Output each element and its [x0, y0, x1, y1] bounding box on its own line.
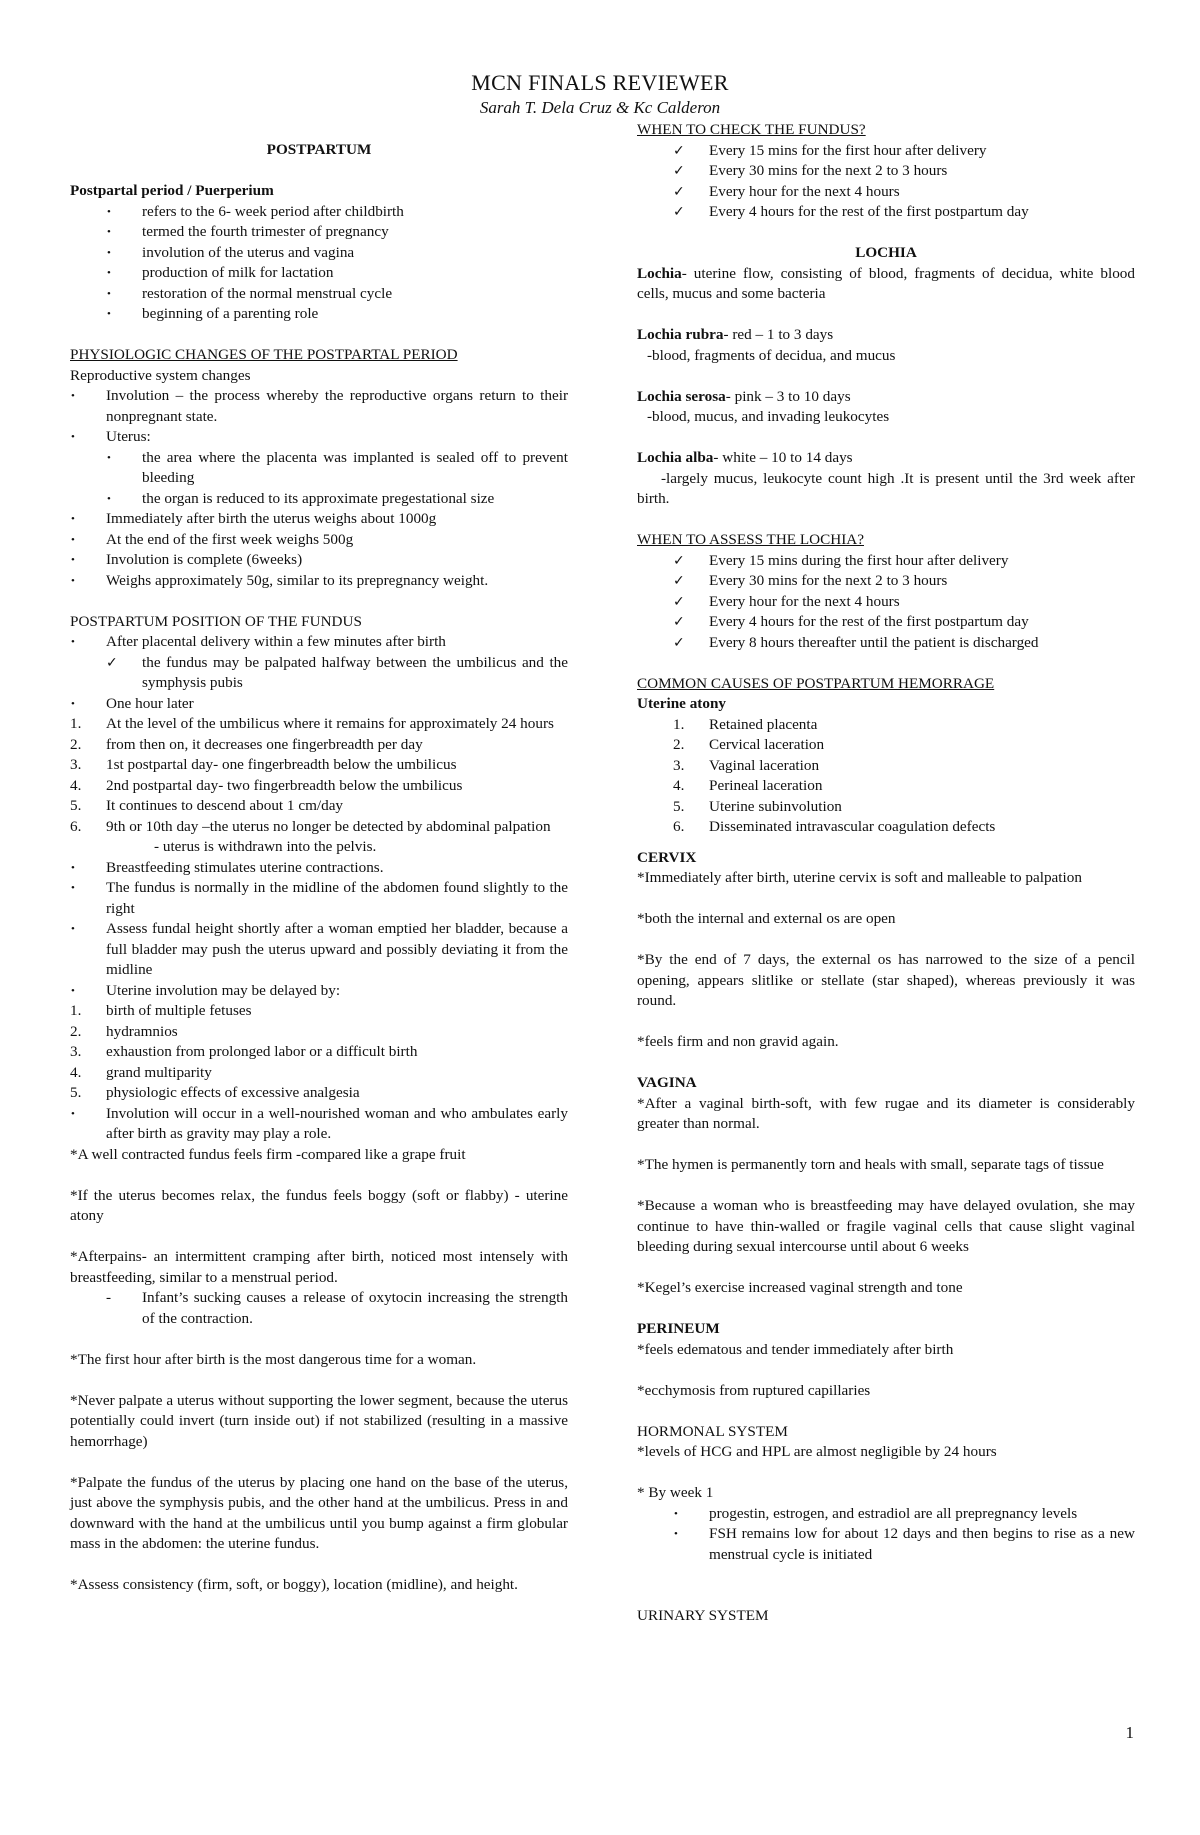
bullet-icon: • [71, 636, 75, 648]
bullet-icon: • [107, 267, 111, 279]
check-icon: ✓ [673, 573, 685, 589]
lochia-heading: LOCHIA [855, 244, 917, 261]
fundus-more-list [70, 858, 568, 1002]
withdrawn-note: - uterus is withdrawn into the pelvis. [154, 838, 377, 855]
list-item: • the organ is reduced to its approximate pregestational size [70, 489, 568, 510]
list-item: 2. Cervical laceration [673, 736, 825, 753]
physiologic-changes-heading: PHYSIOLOGIC CHANGES OF THE POSTPARTAL PERIOD [70, 346, 458, 363]
bullet-icon: • [71, 513, 75, 525]
involution-occur-list [70, 1104, 568, 1145]
lochia-serosa: Lochia serosa- pink – 3 to 10 days [637, 387, 851, 405]
list-item: • refers to the 6- week period after childbirth [70, 202, 568, 223]
note-first-hour: *The first hour after birth is the most dangerous time for a woman. [70, 1350, 477, 1368]
check-icon: ✓ [673, 552, 685, 569]
list-item: • Involution is complete (6weeks) [70, 550, 568, 571]
list-item: • Uterine involution may be delayed by: [70, 981, 568, 1002]
list-item: ✓ Every hour for the next 4 hours [637, 182, 1135, 203]
reproductive-label: Reproductive system changes [70, 366, 251, 384]
list-item: ✓ the fundus may be palpated halfway between the umbilicus and the symphysis pubis [106, 653, 568, 691]
check-icon: ✓ [673, 593, 685, 610]
list-item: • Involution will occur in a well-nourished woman and who ambulates early after birth as gravity may play a role. [71, 1104, 568, 1142]
fundus-position-list [70, 632, 568, 714]
check-icon: ✓ [673, 142, 685, 159]
vagina-note-4: *Kegel’s exercise increased vaginal strength and tone [637, 1279, 963, 1296]
bullet-icon: • [71, 533, 75, 546]
list-item: • progestin, estrogen, and estradiol are all prepregnancy levels [637, 1504, 1135, 1525]
list-item: • Breastfeeding stimulates uterine contractions. [70, 858, 568, 879]
check-fundus-heading: WHEN TO CHECK THE FUNDUS? [637, 121, 866, 138]
cervix-note-1: *Immediately after birth, uterine cervix is soft and malleable to palpation [637, 869, 1082, 886]
list-item: • Uterus: [70, 427, 568, 448]
list-item: 1. Retained placenta [673, 715, 818, 733]
cervix-note-4: *feels firm and non gravid again. [637, 1033, 839, 1050]
check-icon: ✓ [673, 634, 685, 651]
hour-steps-list [70, 714, 568, 837]
postpartal-list [70, 202, 568, 325]
bullet-icon: • [71, 554, 75, 566]
list-item: ✓ Every 30 mins for the next 2 to 3 hours [637, 571, 1135, 592]
list-item: - Infant’s sucking causes a release of oxytocin increasing the strength of the contraction. [106, 1289, 568, 1327]
list-item: • One hour later [70, 694, 568, 715]
list-item: • The fundus is normally in the midline of the abdomen found slightly to the right [71, 879, 568, 917]
lochia-rubra: Lochia rubra- red – 1 to 3 days [637, 326, 834, 343]
bullet-icon: • [71, 984, 75, 997]
list-item: • Involution – the process whereby the reproductive organs return to their nonpregnant state. [71, 387, 568, 425]
list-item: 3. exhaustion from prolonged labor or a difficult birth [70, 1043, 418, 1060]
list-item: 1. At the level of the umbilicus where it remains for approximately 24 hours [70, 715, 554, 732]
list-item: 2. from then on, it decreases one fingerbreadth per day [70, 735, 423, 753]
list-item: • the area where the placenta was implanted is sealed off to prevent bleeding [107, 448, 568, 486]
cervix-heading: CERVIX [637, 848, 697, 866]
dash-marker: - [106, 1289, 112, 1306]
document-title: MCN FINALS REVIEWER [471, 70, 729, 95]
cervix-note-2: *both the internal and external os are open [637, 910, 896, 927]
assess-lochia-list [637, 551, 1135, 654]
fundus-position-heading: POSTPARTUM POSITION OF THE FUNDUS [70, 612, 362, 630]
hemorrhage-list [637, 715, 1135, 838]
bullet-icon: • [71, 390, 75, 402]
lochia-alba: Lochia alba- white – 10 to 14 days [637, 449, 853, 466]
uterine-atony-label: Uterine atony [637, 695, 726, 712]
list-item: ✓ Every 15 mins for the first hour after delivery [637, 141, 1135, 162]
assess-lochia-heading: WHEN TO ASSESS THE LOCHIA? [637, 531, 864, 548]
cervix-note-3: *By the end of 7 days, the external os has narrowed to the size of a pencil opening, appears slitlike or stellate (star shaped), whereas previously it was round. [637, 951, 1135, 1009]
bullet-icon: • [107, 226, 111, 238]
bullet-icon: • [71, 1107, 75, 1120]
list-item: 4. Perineal laceration [673, 777, 823, 794]
bullet-icon: • [107, 246, 111, 259]
list-item: 1. birth of multiple fetuses [70, 1002, 252, 1019]
document-authors: Sarah T. Dela Cruz & Kc Calderon [479, 98, 721, 117]
list-item: 5. physiologic effects of excessive analgesia [70, 1084, 360, 1101]
list-item: • After placental delivery within a few minutes after birth [70, 632, 568, 653]
note-boggy: *If the uterus becomes relax, the fundus feels boggy (soft or flabby) - uterine atony [70, 1186, 568, 1224]
list-item: ✓ Every 15 mins during the first hour after delivery [637, 551, 1135, 572]
week1-label: * By week 1 [637, 1484, 714, 1501]
hemorrhage-heading: COMMON CAUSES OF POSTPARTUM HEMORRAGE [637, 674, 995, 692]
bullet-icon: • [71, 882, 75, 894]
list-item: • FSH remains low for about 12 days and then begins to rise as a new menstrual cycle is initiated [674, 1525, 1135, 1563]
list-item: 6. Disseminated intravascular coagulation defects [673, 818, 996, 835]
bullet-icon: • [107, 287, 111, 300]
bullet-icon: • [674, 1528, 678, 1540]
list-item: • involution of the uterus and vagina [70, 243, 568, 264]
check-icon: ✓ [673, 204, 685, 220]
list-item: 4. 2nd postpartal day- two fingerbreadth below the umbilicus [70, 776, 463, 794]
list-item: • termed the fourth trimester of pregnancy [70, 222, 568, 243]
vagina-heading: VAGINA [637, 1074, 697, 1091]
bullet-icon: • [71, 697, 75, 710]
hormonal-heading: HORMONAL SYSTEM [637, 1422, 788, 1440]
delay-list [70, 1001, 568, 1104]
vagina-note-2: *The hymen is permanently torn and heals with small, separate tags of tissue [637, 1156, 1104, 1173]
note-grape: *A well contracted fundus feels firm -compared like a grape fruit [70, 1145, 466, 1163]
lochia-definition: Lochia- uterine flow, consisting of blood, fragments of decidua, white blood cells, mucus and some bacteria [637, 264, 1135, 302]
lochia-serosa-detail: -blood, mucus, and invading leukocytes [647, 408, 890, 425]
list-item: 3. Vaginal laceration [673, 756, 820, 774]
reproductive-list [70, 386, 568, 591]
list-item: ✓ Every 8 hours thereafter until the patient is discharged [637, 633, 1135, 654]
page-number: 1 [1125, 1723, 1134, 1742]
note-palpate-fundus: *Palpate the fundus of the uterus by placing one hand on the base of the uterus, just above the symphysis pubis, and the other hand at the umbilicus. Press in and downward with the hand at the umbilicus until you bump against a firm globular mass in the abdomen: the uterine fundus. [70, 1473, 568, 1552]
note-afterpains: *Afterpains- an intermittent cramping after birth, noticed most intensely with breastfeeding, similar to a menstrual period. [70, 1248, 568, 1286]
bullet-icon: • [107, 492, 111, 505]
bullet-icon: • [107, 451, 111, 464]
list-item: • Immediately after birth the uterus weighs about 1000g [70, 509, 568, 530]
week1-list [637, 1504, 1135, 1566]
perineum-note-2: *ecchymosis from ruptured capillaries [637, 1381, 871, 1399]
hormonal-note-1: *levels of HCG and HPL are almost negligible by 24 hours [637, 1443, 997, 1460]
list-item: 6. 9th or 10th day –the uterus no longer be detected by abdominal palpation [70, 817, 551, 835]
bullet-icon: • [107, 308, 111, 320]
list-item: • restoration of the normal menstrual cycle [70, 284, 568, 305]
list-item: 3. 1st postpartal day- one fingerbreadth below the umbilicus [70, 756, 457, 773]
bullet-icon: • [71, 431, 75, 443]
sucking-list [70, 1288, 568, 1329]
list-item: 5. It continues to descend about 1 cm/day [70, 797, 344, 814]
list-item: ✓ Every 4 hours for the rest of the first postpartum day [637, 202, 1135, 223]
lochia-alba-detail: -largely mucus, leukocyte count high .It is present until the 3rd week after birth. [637, 469, 1135, 507]
check-icon: ✓ [673, 614, 685, 630]
list-item: • Weighs approximately 50g, similar to its prepregnancy weight. [70, 571, 568, 592]
bullet-icon: • [71, 574, 75, 587]
right-column [637, 120, 1135, 1627]
check-fundus-list [637, 141, 1135, 223]
list-item: • Assess fundal height shortly after a woman emptied her bladder, because a full bladder may push the uterus upward and possibly deviating it from the midline [71, 920, 568, 978]
bullet-icon: • [71, 923, 75, 935]
vagina-note-1: *After a vaginal birth-soft, with few rugae and its diameter is considerably greater than normal. [637, 1094, 1135, 1132]
bullet-icon: • [674, 1507, 678, 1520]
left-column [70, 140, 568, 1596]
list-item: 4. grand multiparity [70, 1063, 212, 1081]
list-item: • beginning of a parenting role [70, 304, 568, 325]
list-item: ✓ Every hour for the next 4 hours [637, 592, 1135, 613]
list-item: ✓ Every 30 mins for the next 2 to 3 hours [637, 161, 1135, 182]
lochia-rubra-detail: -blood, fragments of decidua, and mucus [647, 346, 896, 364]
list-item: 5. Uterine subinvolution [673, 797, 842, 815]
postpartal-heading: Postpartal period / Puerperium [70, 182, 274, 199]
list-item: • At the end of the first week weighs 500g [70, 530, 568, 551]
list-item: ✓ Every 4 hours for the rest of the first postpartum day [637, 612, 1135, 633]
check-icon: ✓ [673, 163, 685, 179]
check-icon: ✓ [673, 183, 685, 200]
vagina-note-3: *Because a woman who is breastfeeding may have delayed ovulation, she may continue to have thin-walled or fragile vaginal cells that cause slight vaginal bleeding during sexual intercourse until about 6 weeks [637, 1197, 1135, 1255]
list-item: • production of milk for lactation [70, 263, 568, 284]
list-item: 2. hydramnios [70, 1022, 178, 1040]
check-icon: ✓ [106, 654, 118, 671]
bullet-icon: • [71, 861, 75, 874]
perineum-note-1: *feels edematous and tender immediately after birth [637, 1340, 954, 1358]
note-assess-consistency: *Assess consistency (firm, soft, or boggy), location (midline), and height. [70, 1576, 518, 1593]
note-never-palpate: *Never palpate a uterus without supporting the lower segment, because the uterus potentially could invert (turn inside out) if not stabilized (resulting in a massive hemorrhage) [70, 1391, 568, 1450]
urinary-heading: URINARY SYSTEM [637, 1607, 769, 1624]
perineum-heading: PERINEUM [637, 1320, 720, 1337]
bullet-icon: • [107, 205, 111, 218]
postpartum-heading: POSTPARTUM [266, 141, 372, 158]
